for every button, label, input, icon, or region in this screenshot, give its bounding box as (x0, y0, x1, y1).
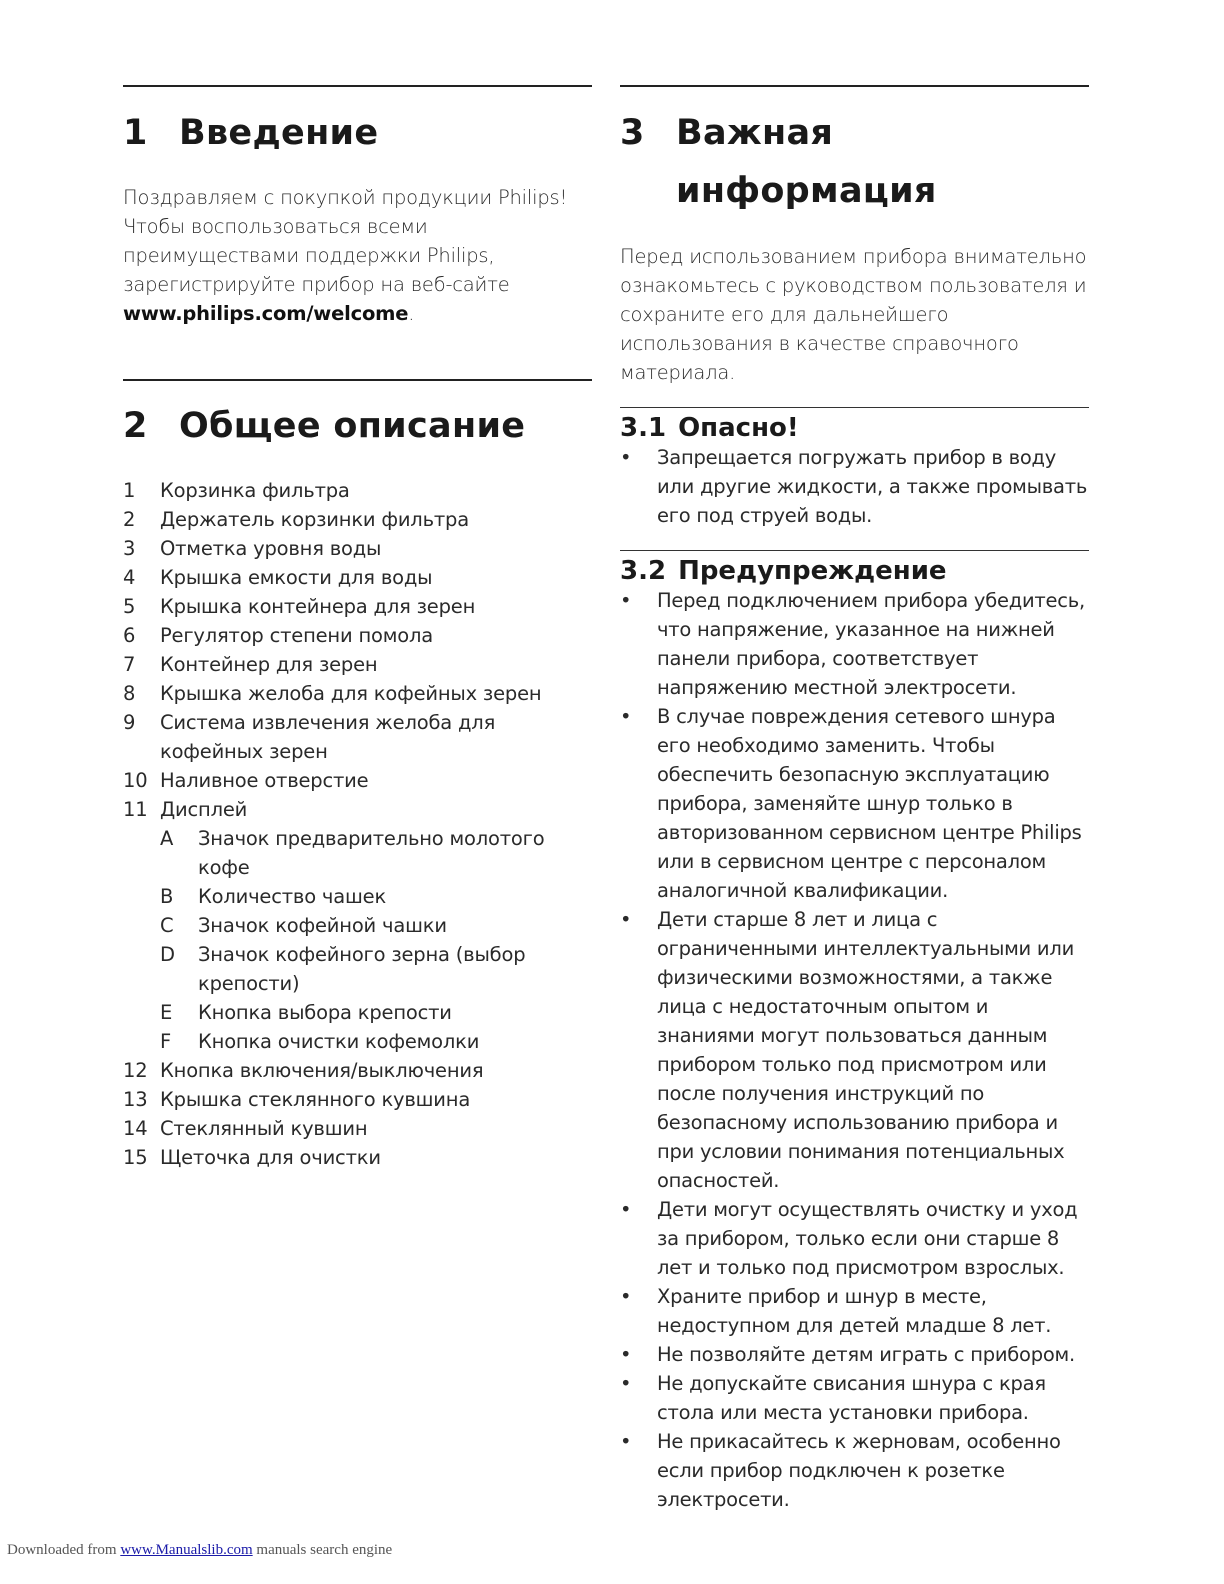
list-item (123, 766, 592, 795)
sub-item-label: Значок кофейной чашки (198, 914, 447, 937)
bullet-item (620, 1427, 1089, 1514)
sub-item-letter: A (160, 827, 174, 850)
item-number: 5 (123, 595, 136, 618)
sub-item-letter: F (160, 1030, 172, 1053)
list-item (123, 1085, 592, 1114)
bullet-text: Не допускайте свисания шнура с края стола или места установки прибора. (657, 1372, 1046, 1424)
right-column (620, 85, 1089, 1514)
sub-list-item (160, 882, 592, 911)
item-label: Регулятор степени помола (160, 624, 433, 647)
section-1-heading (123, 104, 592, 162)
intro-paragraph (123, 183, 592, 328)
list-item (123, 592, 592, 621)
bullet-symbol: • (620, 446, 632, 469)
section-2-title: Общее описание (179, 406, 526, 446)
section-3-2-heading (620, 551, 1089, 591)
download-footer (7, 1542, 392, 1559)
sub-item-letter: C (160, 914, 174, 937)
item-label: Наливное отверстие (160, 769, 369, 792)
list-item (123, 476, 592, 505)
sub-item-label: Значок кофейного зерна (выбор крепости) (198, 943, 526, 995)
bullet-text: Дети старше 8 лет и лица с ограниченными интеллектуальными или физическими возможностями, а также лица с недостаточным опытом и знаниями могут пользоваться данным прибором только под присмотром или после получения инструкций по безопасному использованию прибора и при условии понимания потенциальных опасностей. (657, 908, 1074, 1192)
section-1-rule (123, 85, 592, 87)
bullet-symbol: • (620, 705, 632, 728)
bullet-text: Не прикасайтесь к жерновам, особенно если прибор подключен к розетке электросети. (657, 1430, 1061, 1511)
item-number: 12 (123, 1059, 148, 1082)
bullet-item (620, 1369, 1089, 1427)
item-label: Кнопка включения/выключения (160, 1059, 484, 1082)
bullet-symbol: • (620, 1285, 632, 1308)
list-item (123, 679, 592, 708)
section-3-2-title: Предупреждение (678, 556, 947, 586)
danger-bullets (620, 443, 1089, 530)
item-label: Держатель корзинки фильтра (160, 508, 469, 531)
item-number: 2 (123, 508, 136, 531)
sub-list-item (160, 824, 592, 882)
section-3-title-line2: информация (676, 171, 937, 211)
philips-welcome-link[interactable]: www.philips.com/welcome (123, 302, 409, 325)
item-label: Крышка стеклянного кувшина (160, 1088, 471, 1111)
item-number: 6 (123, 624, 136, 647)
bullet-text: Перед подключением прибора убедитесь, что напряжение, указанное на нижней панели прибора, соответствует напряжению местной электросети. (657, 589, 1085, 699)
item-number: 11 (123, 798, 148, 821)
item-number: 10 (123, 769, 148, 792)
bullet-text: В случае повреждения сетевого шнура его необходимо заменить. Чтобы обеспечить безопасную эксплуатацию прибора, заменяйте шнур только в авторизованном сервисном центре Philips или в сервисном центре с персоналом аналогичной квалификации. (657, 705, 1082, 902)
list-item (123, 708, 592, 766)
bullet-item (620, 905, 1089, 1195)
sub-item-label: Кнопка выбора крепости (198, 1001, 452, 1024)
left-column (123, 85, 592, 1172)
list-item (123, 534, 592, 563)
section-1-number: 1 (123, 113, 148, 153)
section-3-1-title: Опасно! (678, 413, 799, 443)
item-label: Система извлечения желоба для кофейных зерен (160, 711, 496, 763)
intro-text-end: . (408, 302, 415, 325)
item-number: 8 (123, 682, 136, 705)
list-item (123, 621, 592, 650)
bullet-symbol: • (620, 1372, 632, 1395)
sub-list-item (160, 940, 592, 998)
item-label: Корзинка фильтра (160, 479, 350, 502)
list-item (123, 505, 592, 534)
sub-list-item (160, 911, 592, 940)
section-3-1-heading (620, 408, 1089, 448)
item-label: Контейнер для зерен (160, 653, 378, 676)
sub-item-letter: B (160, 885, 174, 908)
bullet-item (620, 1340, 1089, 1369)
sub-list-item (160, 998, 592, 1027)
item-number: 9 (123, 711, 136, 734)
sub-item-label: Значок предварительно молотого кофе (198, 827, 545, 879)
bullet-text: Запрещается погружать прибор в воду или другие жидкости, а также промывать его под струей воды. (657, 446, 1088, 527)
item-label: Щеточка для очистки (160, 1146, 381, 1169)
item-label: Отметка уровня воды (160, 537, 382, 560)
bullet-text: Дети могут осуществлять очистку и уход за прибором, только если они старше 8 лет и только под присмотром взрослых. (657, 1198, 1078, 1279)
item-number: 4 (123, 566, 136, 589)
item-number: 3 (123, 537, 136, 560)
item-number: 15 (123, 1146, 148, 1169)
footer-suffix: manuals search engine (256, 1542, 393, 1558)
section-3-heading (620, 104, 1089, 220)
list-item (123, 650, 592, 679)
bullet-item (620, 443, 1089, 530)
sub-item-label: Количество чашек (198, 885, 387, 908)
important-intro: Перед использованием прибора внимательно ознакомьтесь с руководством пользователя и сохраните его для дальнейшего использования в качестве справочного материала. (620, 245, 1087, 384)
bullet-text: Не позволяйте детям играть с прибором. (657, 1343, 1075, 1366)
item-number: 7 (123, 653, 136, 676)
bullet-symbol: • (620, 589, 632, 612)
sub-list-item (160, 1027, 592, 1056)
warning-bullets (620, 586, 1089, 1514)
section-3-2-number: 3.2 (620, 556, 667, 586)
section-3-title-line1: Важная (676, 113, 834, 153)
bullet-symbol: • (620, 1430, 632, 1453)
section-3-1-number: 3.1 (620, 413, 667, 443)
section-3-title (676, 104, 937, 220)
section-2-heading (123, 397, 592, 455)
section-1-title: Введение (179, 113, 379, 153)
display-sublist (123, 824, 592, 1056)
bullet-text: Храните прибор и шнур в месте, недоступном для детей младше 8 лет. (657, 1285, 1052, 1337)
sub-item-letter: D (160, 943, 175, 966)
item-label: Крышка емкости для воды (160, 566, 433, 589)
bullet-symbol: • (620, 1343, 632, 1366)
list-item (123, 1143, 592, 1172)
manualslib-link[interactable]: www.Manualslib.com (120, 1542, 253, 1558)
section-2-rule (123, 379, 592, 381)
item-label: Стеклянный кувшин (160, 1117, 368, 1140)
bullet-symbol: • (620, 908, 632, 931)
item-label: Крышка контейнера для зерен (160, 595, 476, 618)
sub-item-letter: E (160, 1001, 173, 1024)
item-label: Дисплей (160, 798, 248, 821)
item-number: 1 (123, 479, 136, 502)
bullet-item (620, 586, 1089, 702)
item-number: 13 (123, 1088, 148, 1111)
list-item (123, 1056, 592, 1085)
item-number: 14 (123, 1117, 148, 1140)
sub-item-label: Кнопка очистки кофемолки (198, 1030, 480, 1053)
parts-list (123, 476, 592, 1172)
bullet-item (620, 1282, 1089, 1340)
display-sublist-container (123, 824, 592, 1056)
intro-text: Поздравляем с покупкой продукции Philips! Чтобы воспользоваться всеми преимуществами поддержки Philips, зарегистрируйте прибор на веб-сайте (123, 186, 568, 296)
item-label: Крышка желоба для кофейных зерен (160, 682, 542, 705)
bullet-item (620, 1195, 1089, 1282)
list-item (123, 795, 592, 824)
footer-prefix: Downloaded from (7, 1542, 117, 1558)
bullet-symbol: • (620, 1198, 632, 1221)
section-2-number: 2 (123, 406, 148, 446)
list-item (123, 563, 592, 592)
list-item (123, 1114, 592, 1143)
bullet-item (620, 702, 1089, 905)
section-3-rule (620, 85, 1089, 87)
section-3-number: 3 (620, 113, 645, 153)
